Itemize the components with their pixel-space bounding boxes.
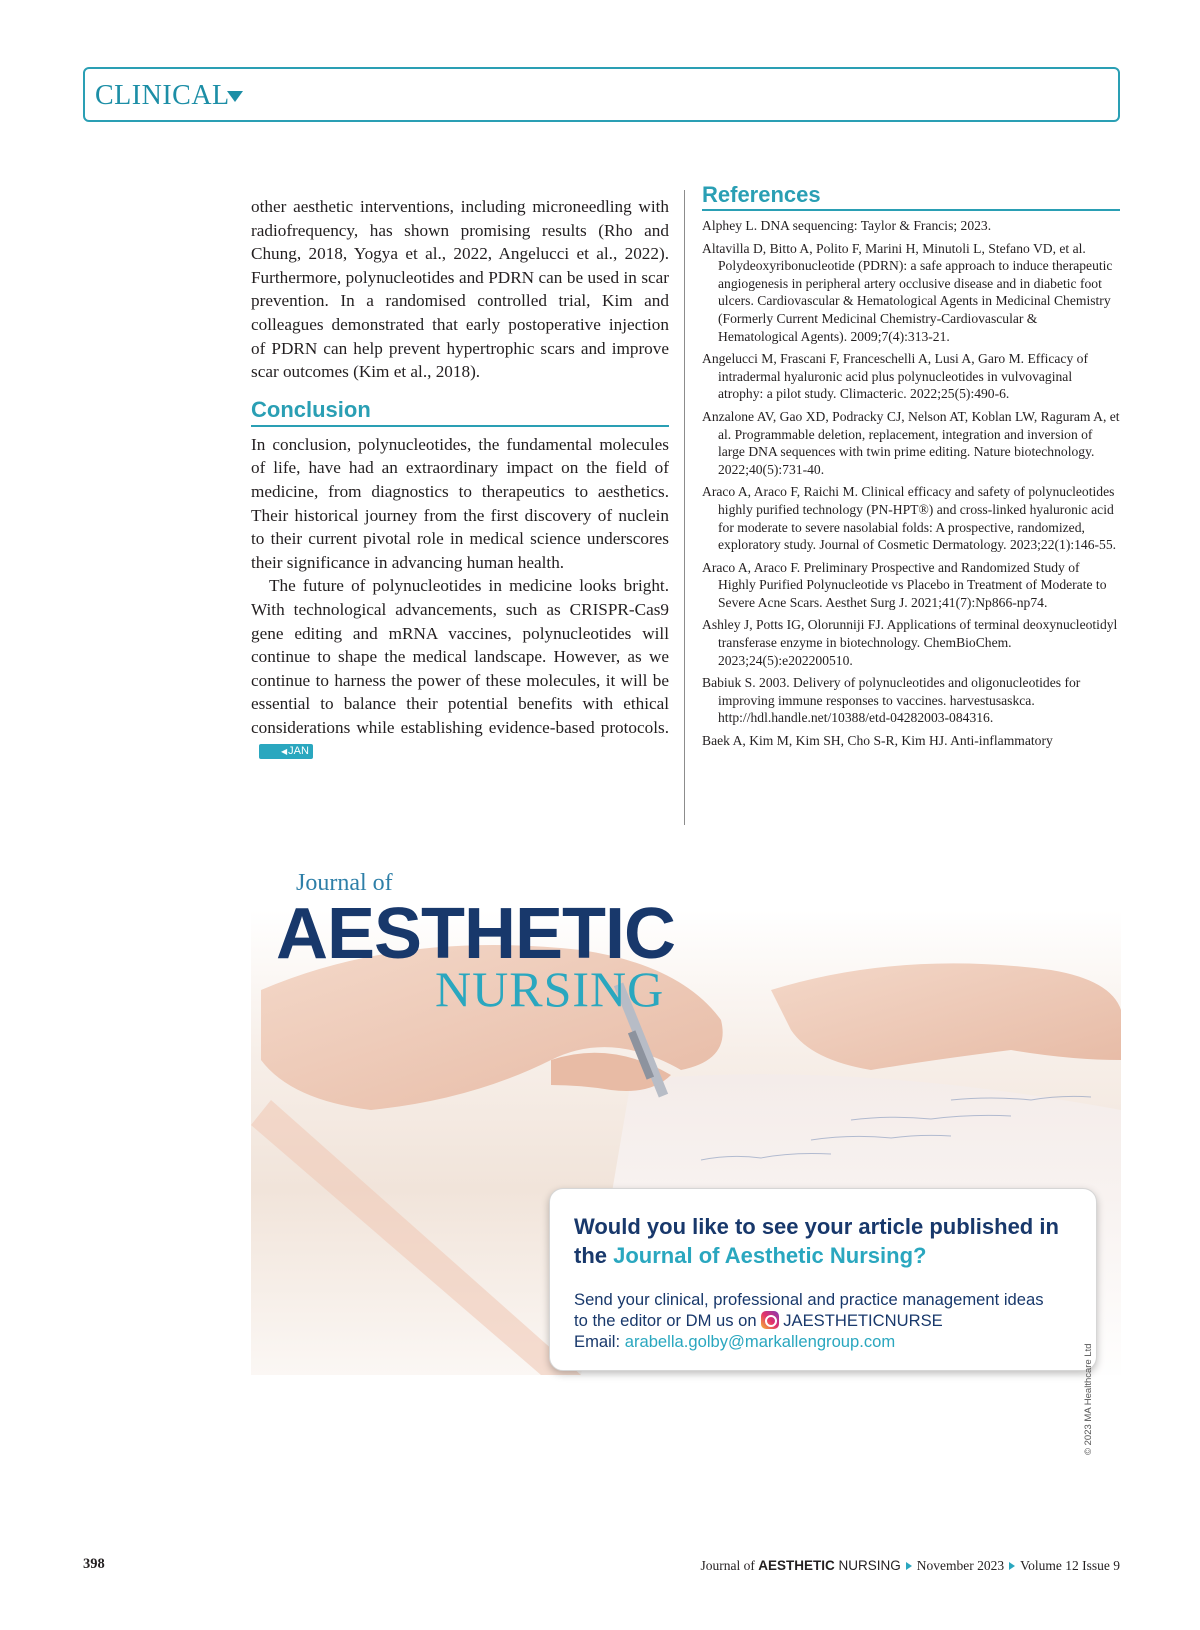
paragraph-conclusion-1: In conclusion, polynucleotides, the fundamental molecules of life, have had an extraordinary impact on the field of medicine, from diagnostics to therapeutics to aesthetics. Their historical journey from the first discovery of nuclein to their current pivotal role in medical science underscores their significance in advancing human health.	[251, 434, 669, 572]
column-divider	[684, 190, 685, 825]
page-number: 398	[83, 1556, 105, 1572]
section-header	[83, 67, 1120, 122]
callout-line-2	[574, 1310, 1084, 1331]
callout-body	[574, 1289, 1084, 1352]
callout-journal-name: Journal of Aesthetic Nursing?	[613, 1243, 927, 1268]
reference-item: Angelucci M, Frascani F, Franceschelli A, Lusi A, Garo M. Efficacy of intradermal hyaluronic acid plus polynucleotides in vulvovaginal atrophy: a pilot study. Climacteric. 2022;25(5):490-6.	[702, 351, 1088, 402]
footer-issue-date: November 2023	[916, 1558, 1005, 1573]
callout-question-text: Would you like to see your article published in the	[574, 1214, 1059, 1268]
ad-journal-of: Journal of	[296, 870, 393, 896]
email-link[interactable]: arabella.golby@markallengroup.com	[624, 1332, 896, 1351]
ad-nursing-wordmark: NURSING	[435, 961, 665, 1017]
section-label: CLINICAL	[95, 80, 230, 111]
reference-item: Baek A, Kim M, Kim SH, Cho S-R, Kim HJ. Anti-inflammatory	[702, 733, 1053, 749]
email-label: Email:	[574, 1332, 625, 1351]
reference-item: Araco A, Araco F. Preliminary Prospective and Randomized Study of Highly Purified Polynucleotide vs Placebo in Treatment of Moderate to Severe Acne Scars. Aesthet Surg J. 2021;41(7):Np866-np74.	[702, 559, 1107, 610]
instagram-icon	[761, 1311, 779, 1329]
ad-aesthetic-wordmark: AESTHETIC	[276, 894, 676, 974]
footer-journal-prefix: Journal of	[700, 1558, 759, 1573]
end-of-article-badge	[259, 744, 313, 759]
end-badge-label: JAN	[288, 745, 309, 758]
paragraph-intro: other aesthetic interventions, including microneedling with radiofrequency, has shown promising results (Rho and Chung, 2018, Yogya et al., 2022, Angelucci et al., 2022). Furthermore, polynucleotides and PDRN can be used in scar prevention. In a randomised controlled trial, Kim and colleagues demonstrated that early postoperative injection of PDRN can help prevent hypertrophic scars and improve scar outcomes (Kim et al., 2018).	[251, 197, 669, 382]
conclusion-heading: Conclusion	[251, 397, 669, 427]
reference-item: Anzalone AV, Gao XD, Podracky CJ, Nelson AT, Koblan LW, Raguram A, et al. Programmable deletion, replacement, integration and inversion of large DNA sequences with twin prime editing. Nature biotechnology. 2022;40(5):731-40.	[702, 408, 1120, 477]
triangle-right-icon	[1009, 1562, 1015, 1570]
reference-item: Araco A, Araco F, Raichi M. Clinical efficacy and safety of polynucleotides highly purified technology (PN-HPT®) and cross-linked hyaluronic acid for moderate to severe nasolabial folds: A prospective, randomized, exploratory study. Journal of Cosmetic Dermatology. 2023;22(1):146-55.	[702, 484, 1117, 553]
footer-journal-bold: AESTHETIC	[758, 1558, 835, 1573]
running-footer	[700, 1558, 1120, 1574]
paragraph-conclusion-2-text: The future of polynucleotides in medicine looks bright. With technological advancements, such as CRISPR-Cas9 gene editing and mRNA vaccines, polynucleotides will continue to shape the medical landscape. However, as we continue to harness the power of these molecules, it will be essential to balance their potential benefits with ethical considerations while establishing evidence-based protocols.	[251, 576, 669, 737]
footer-journal-suffix: NURSING	[834, 1558, 901, 1573]
submission-callout-card	[549, 1188, 1097, 1371]
instagram-handle[interactable]: JAESTHETICNURSE	[783, 1311, 943, 1330]
paragraph-conclusion-2	[251, 574, 669, 763]
reference-item: Babiuk S. 2003. Delivery of polynucleotides and oligonucleotides for improving immune responses to vaccines. harvestusaskca. http://hdl.handle.net/10388/etd-04282003-084316.	[702, 675, 1081, 726]
references-heading: References	[702, 182, 1120, 211]
references-column	[702, 182, 1120, 755]
copyright-notice: © 2023 MA Healthcare Ltd	[1083, 1343, 1094, 1455]
play-left-icon: ◀	[281, 747, 288, 757]
callout-line-2-text: to the editor or DM us on	[574, 1311, 762, 1330]
callout-line-1: Send your clinical, professional and practice management ideas	[574, 1290, 1044, 1309]
reference-item: Ashley J, Potts IG, Olorunniji FJ. Applications of terminal deoxynucleotidyl transferase enzyme in biotechnology. ChemBioChem. 2023;24(5):e202200510.	[702, 617, 1118, 668]
callout-line-3	[574, 1331, 1084, 1352]
footer-volume: Volume 12 Issue 9	[1020, 1558, 1120, 1573]
reference-item: Alphey L. DNA sequencing: Taylor & Francis; 2023.	[702, 218, 992, 233]
triangle-right-icon	[906, 1562, 912, 1570]
body-column	[251, 195, 669, 763]
caret-down-icon	[227, 91, 243, 102]
callout-question	[574, 1212, 1084, 1270]
reference-item: Altavilla D, Bitto A, Polito F, Marini H, Minutoli L, Stefano VD, et al. Polydeoxyribonucleotide (PDRN): a safe approach to induce therapeutic angiogenesis in peripheral artery occlusive disease and in diabetic foot ulcers. Cardiovascular & Hematological Agents in Medicinal Chemistry (Formerly Current Medicinal Chemistry-Cardiovascular & Hematological Agents). 2009;7(4):313-21.	[702, 240, 1113, 344]
journal-advertisement	[251, 870, 1121, 1375]
